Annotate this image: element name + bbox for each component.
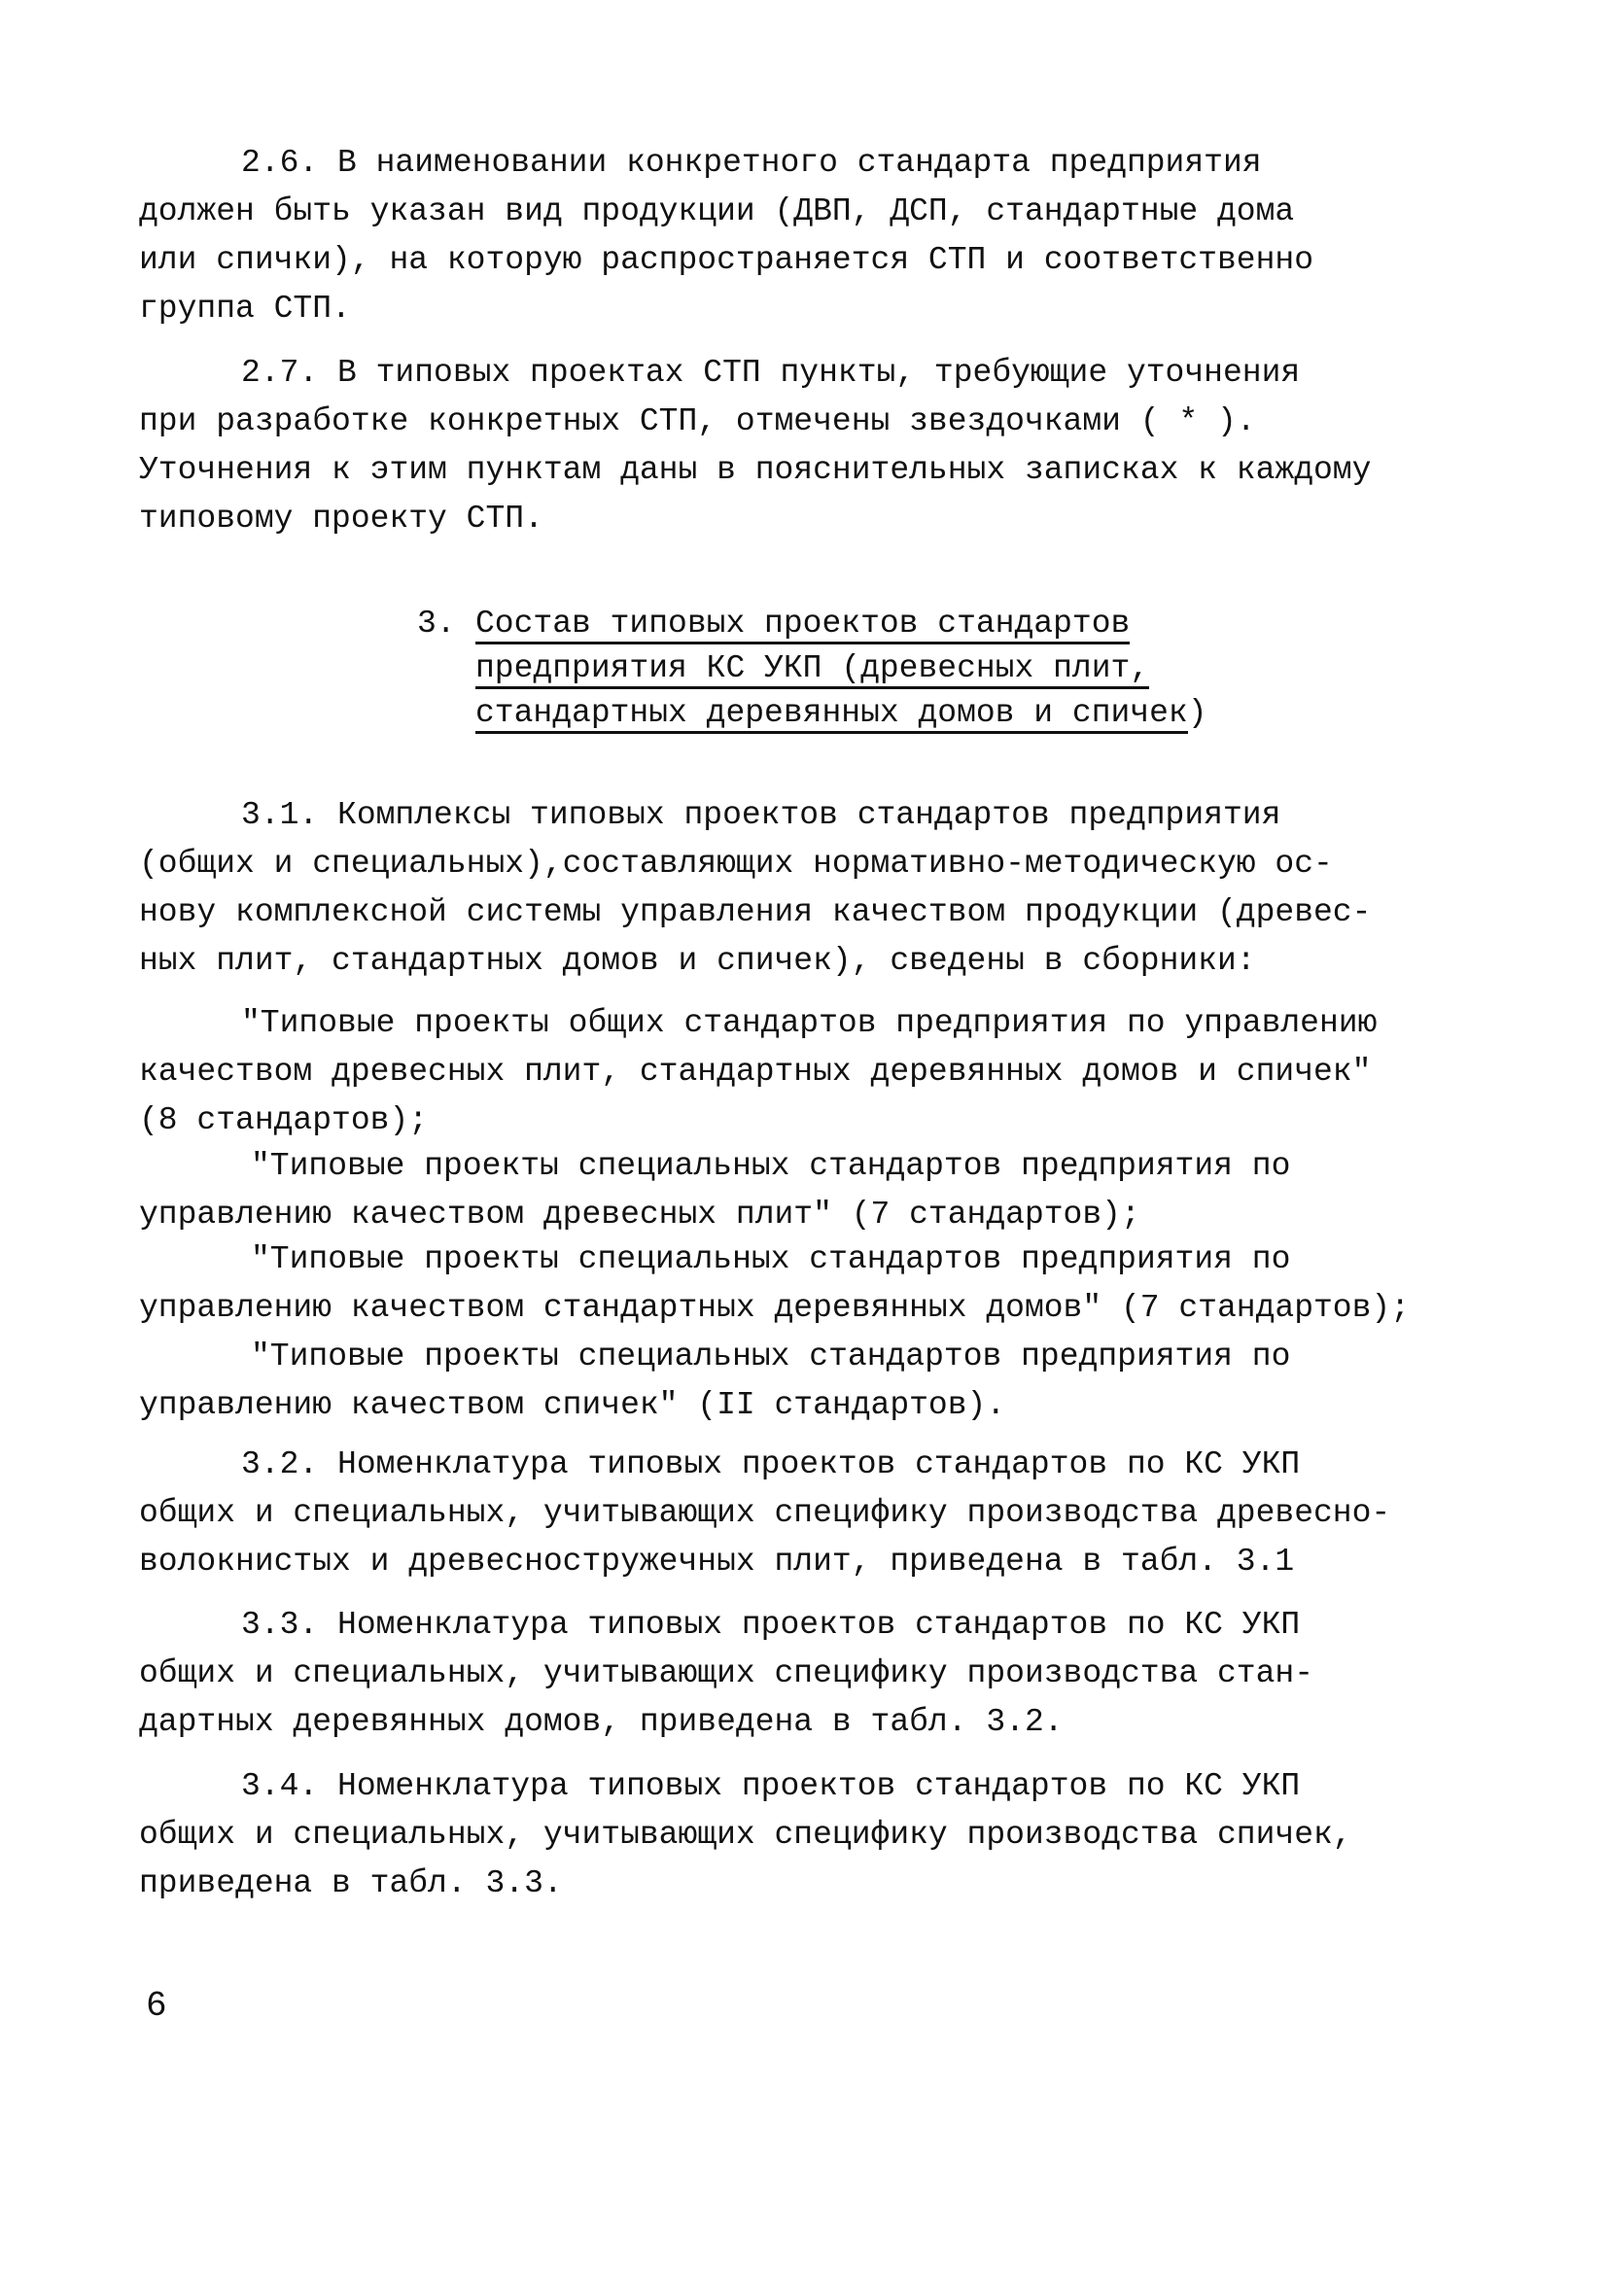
text-line: дартных деревянных домов, приведена в табл. 3.2. xyxy=(139,1704,1064,1740)
paragraph-2-6 xyxy=(139,139,1313,333)
text-line: 3.1. Комплексы типовых проектов стандартов предприятия xyxy=(241,797,1281,833)
heading-line: стандартных деревянных домов и спичек xyxy=(475,695,1188,734)
text-line: управлению качеством стандартных деревянных домов" (7 стандартов); xyxy=(139,1290,1411,1326)
text-line: Уточнения к этим пунктам даны в пояснительных записках к каждому xyxy=(139,452,1372,488)
collection-item xyxy=(139,1333,1290,1430)
text-line: общих и специальных, учитывающих специфику производства спичек, xyxy=(139,1817,1352,1853)
text-line: при разработке конкретных СТП, отмечены звездочками ( * ). xyxy=(139,403,1256,439)
text-line: (8 стандартов); xyxy=(139,1102,429,1138)
page-number: 6 xyxy=(146,1986,167,2026)
collection-item xyxy=(139,1142,1290,1239)
text-line: управлению качеством спичек" (II стандартов). xyxy=(139,1387,1006,1423)
heading-line: Состав типовых проектов стандартов xyxy=(475,606,1130,644)
text-line: "Типовые проекты общих стандартов предприятия по управлению xyxy=(241,1005,1378,1041)
text-line: 2.7. В типовых проектах СТП пункты, требующие уточнения xyxy=(241,355,1301,391)
text-line: 3.3. Номенклатура типовых проектов стандартов по КС УКП xyxy=(241,1607,1301,1643)
heading-line: предприятия КС УКП (древесных плит, xyxy=(475,650,1149,689)
section-number: 3. xyxy=(417,606,456,642)
collection-item xyxy=(139,1235,1410,1333)
text-line: типовому проекту СТП. xyxy=(139,501,543,537)
text-line: 3.4. Номенклатура типовых проектов стандартов по КС УКП xyxy=(241,1768,1301,1804)
text-line: группа СТП. xyxy=(139,291,351,327)
section-3-heading xyxy=(417,602,1207,736)
paragraph-3-3 xyxy=(139,1601,1313,1747)
text-line: нову комплексной системы управления качеством продукции (древес- xyxy=(139,894,1372,930)
text-line: "Типовые проекты специальных стандартов предприятия по xyxy=(251,1339,1291,1374)
text-line: общих и специальных, учитывающих специфику производства древесно- xyxy=(139,1495,1391,1531)
collection-item xyxy=(139,999,1377,1145)
text-line: приведена в табл. 3.3. xyxy=(139,1865,563,1901)
text-line: управлению качеством древесных плит" (7 стандартов); xyxy=(139,1197,1140,1233)
paragraph-3-2 xyxy=(139,1441,1390,1586)
text-line: общих и специальных, учитывающих специфику производства стан- xyxy=(139,1655,1313,1691)
text-line: "Типовые проекты специальных стандартов предприятия по xyxy=(251,1241,1291,1277)
paragraph-3-4 xyxy=(139,1762,1352,1908)
text-line: 2.6. В наименовании конкретного стандарта предприятия xyxy=(241,145,1262,181)
text-line: или спички), на которую распространяется СТП и соответственно xyxy=(139,242,1313,278)
text-line: (общих и специальных),составляющих нормативно-методическую ос- xyxy=(139,846,1333,882)
text-line: должен быть указан вид продукции (ДВП, ДСП, стандартные дома xyxy=(139,193,1295,229)
text-line: 3.2. Номенклатура типовых проектов стандартов по КС УКП xyxy=(241,1446,1301,1482)
text-line: качеством древесных плит, стандартных деревянных домов и спичек" xyxy=(139,1054,1372,1090)
paragraph-2-7 xyxy=(139,349,1371,543)
heading-close-paren: ) xyxy=(1187,695,1207,731)
paragraph-3-1 xyxy=(139,791,1371,986)
text-line: ных плит, стандартных домов и спичек), сведены в сборники: xyxy=(139,943,1256,979)
text-line: "Типовые проекты специальных стандартов предприятия по xyxy=(251,1148,1291,1184)
text-line: волокнистых и древесностружечных плит, приведена в табл. 3.1 xyxy=(139,1544,1295,1580)
